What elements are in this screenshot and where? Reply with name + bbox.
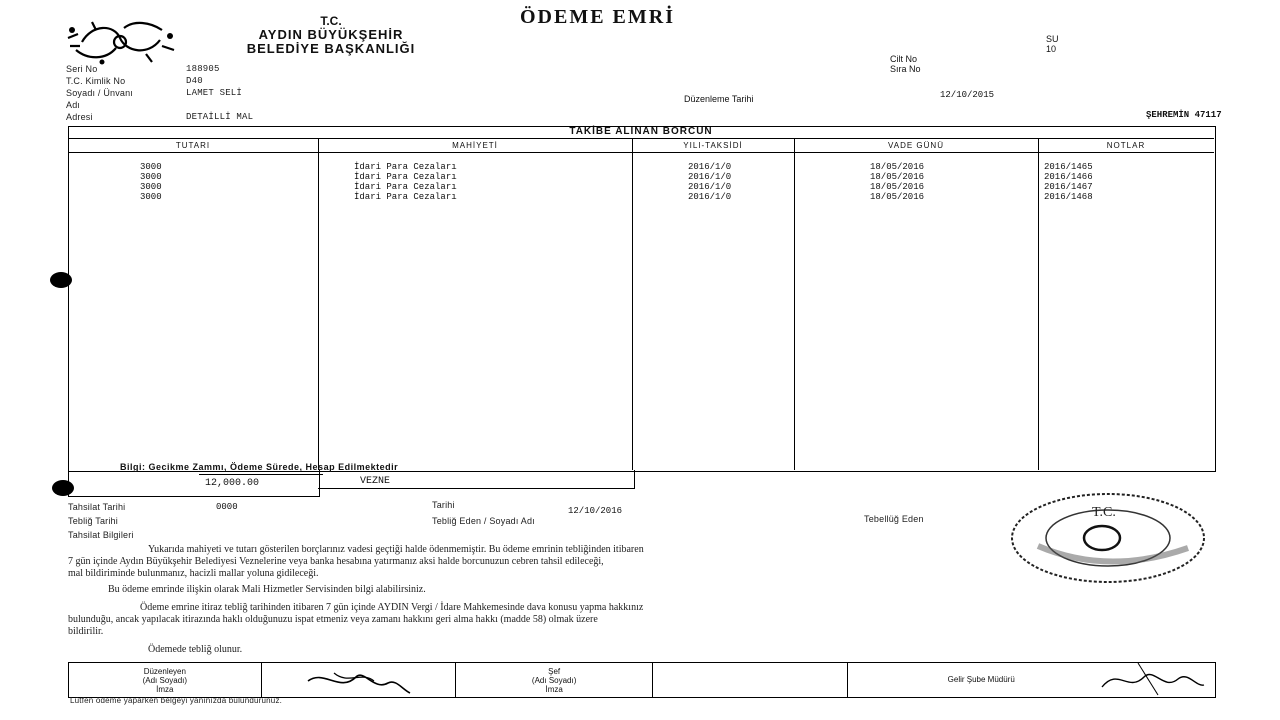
field-label: Adresi [66,112,93,122]
duzenleme-label: Düzenleme Tarihi [684,94,754,104]
sig-line1: Düzenleyen [143,667,186,676]
paragraph-line: Ödemede tebliğ olunur. [148,644,243,655]
punch-hole-icon [50,272,72,288]
tebellug-eden-label: Tebellüğ Eden [864,514,924,524]
signature-table [68,662,1216,698]
field-row [66,112,396,124]
tarih-label: Tarihi [432,500,455,510]
sig-line3: İmza [156,685,174,694]
organization-header [186,14,476,56]
paragraph-line: Yukarıda mahiyeti ve tutarı gösterilen borçlarınız vadesi geçtiği halde ödenmemiştir. Bu ödeme emrinin tebliğinden itibaren [148,544,644,555]
handwritten-signature-icon [1098,657,1208,697]
cell-vade: 18/05/2016 [870,182,925,192]
sig-line1: Gelir Şube Müdürü [947,675,1015,684]
col-header-notlar: NOTLAR [1106,141,1146,150]
field-value: DETAİLLİ MAL [186,112,254,122]
signature-cell [262,663,457,697]
field-label: Seri No [66,64,98,74]
field-row [66,76,396,88]
signature-cell [456,663,653,697]
sig-line1: Şef [548,667,561,676]
signature-cell [848,663,1215,697]
paragraph-line: Bu ödeme emrinde ilişkin olarak Mali Hizmetler Servisinden bilgi alabilirsiniz. [108,584,426,595]
cell-not: 2016/1465 [1044,162,1093,172]
cell-mahiyeti: İdari Para Cezaları [354,182,457,192]
table-row [68,192,1214,202]
cell-vade: 18/05/2016 [870,192,925,202]
org-line1: AYDIN BÜYÜKŞEHİR [258,27,404,42]
col-header-yili: YILI-TAKSİDİ [683,141,743,150]
total-amount: 12,000.00 [199,474,323,493]
ref-code: ŞEHREMİN 47117 [1146,110,1222,120]
field-row [66,88,396,100]
col-header-vade: VADE GÜNÜ [888,141,944,150]
field-row [66,100,396,112]
official-seal-stamp-icon [998,486,1218,596]
sig-line3: İmza [545,685,563,694]
col-header-tutari: TUTARI [175,141,211,150]
total-box [68,470,320,497]
signature-cell [653,663,848,697]
field-value: 188905 [186,64,220,74]
cell-vade: 18/05/2016 [870,172,925,182]
tahsil-tarihi-label: Tahsilat Tarihi [68,502,126,512]
paragraph-line: bildirilir. [68,626,104,637]
cilt-no-label: Cilt No [890,54,918,64]
tahsil-tarihi-value: 0000 [216,502,238,512]
municipality-logo-icon [62,16,182,68]
teblig-eden-label: Tebliğ Eden / Soyadı Adı [432,516,535,526]
top-code-1: SU [1046,34,1059,44]
duzenleme-value: 12/10/2015 [940,90,995,100]
field-row [66,64,396,76]
handwritten-signature-icon [304,663,414,697]
cell-mahiyeti: İdari Para Cezaları [354,172,457,182]
cell-tutari: 3000 [140,162,162,172]
cell-yili: 2016/1/0 [688,192,732,202]
late-fee-note: Bilgi: Gecikme Zammı, Ödeme Sürede, Hesap Edilmektedir [120,462,399,472]
cell-yili: 2016/1/0 [688,172,732,182]
table-caption: TAKİBE ALINAN BORCUN [68,126,1214,139]
table-row [68,182,1214,192]
header-left-fields [66,64,396,124]
tahsilat-bilgi-label: Tahsilat Bilgileri [68,530,134,540]
cell-mahiyeti: İdari Para Cezaları [354,192,457,202]
footer-note: Lütfen ödeme yaparken belgeyi yanınızda bulundurunuz. [70,696,283,705]
teblig-tarihi-label: Tebliğ Tarihi [68,516,118,526]
signature-cell [69,663,262,697]
document-title: ÖDEME EMRİ [520,6,675,28]
paragraph-line: mal bildiriminde bulunmanız, hacizli mallar yoluna gidileceği. [68,568,319,579]
paragraph-line: bulunduğu, ancak yapılacak itirazında haklı olduğunuzu ispat etmeniz veya zamanı hakkını geri alma hakkı (madde 58) olmak üzere [68,614,598,625]
table-row [68,162,1214,172]
field-label: Soyadı / Ünvanı [66,88,134,98]
cell-not: 2016/1467 [1044,182,1093,192]
cell-not: 2016/1466 [1044,172,1093,182]
table-rows [68,162,1214,202]
cell-tutari: 3000 [140,192,162,202]
sira-no-label: Sıra No [890,64,921,74]
cell-mahiyeti: İdari Para Cezaları [354,162,457,172]
field-label: T.C. Kimlik No [66,76,126,86]
header-divider [68,152,1214,153]
vezne-label: VEZNE [360,476,391,487]
cell-vade: 18/05/2016 [870,162,925,172]
paragraph-line: Ödeme emrine itiraz tebliğ tarihinden itibaren 7 gün içinde AYDIN Vergi / İdare Mahkemesinde dava konusu yapma hakkınız [140,602,644,613]
top-code-2: 10 [1046,44,1057,54]
cell-tutari: 3000 [140,172,162,182]
sig-line2: (Adı Soyadı) [531,676,577,685]
col-header-mahiyeti: MAHİYETİ [452,141,498,150]
cell-yili: 2016/1/0 [688,162,732,172]
field-value: D40 [186,76,203,86]
punch-hole-icon [52,480,74,496]
field-label: Adı [66,100,81,110]
cell-not: 2016/1468 [1044,192,1093,202]
org-tc: T.C. [320,14,342,28]
tarih-value: 12/10/2016 [568,506,623,516]
cell-tutari: 3000 [140,182,162,192]
table-row [68,172,1214,182]
svg-text:T.C.: T.C. [1092,505,1116,520]
field-value: LAMET SELİ [186,88,243,98]
org-line2: BELEDİYE BAŞKANLIĞI [246,41,416,56]
sig-line2: (Adı Soyadı) [142,676,188,685]
cell-yili: 2016/1/0 [688,182,732,192]
paragraph-line: 7 gün içinde Aydın Büyükşehir Belediyesi Veznelerine veya banka hesabına yatırmanız aksi halde borcunuzun cebren tahsil edileceği, [68,556,604,567]
